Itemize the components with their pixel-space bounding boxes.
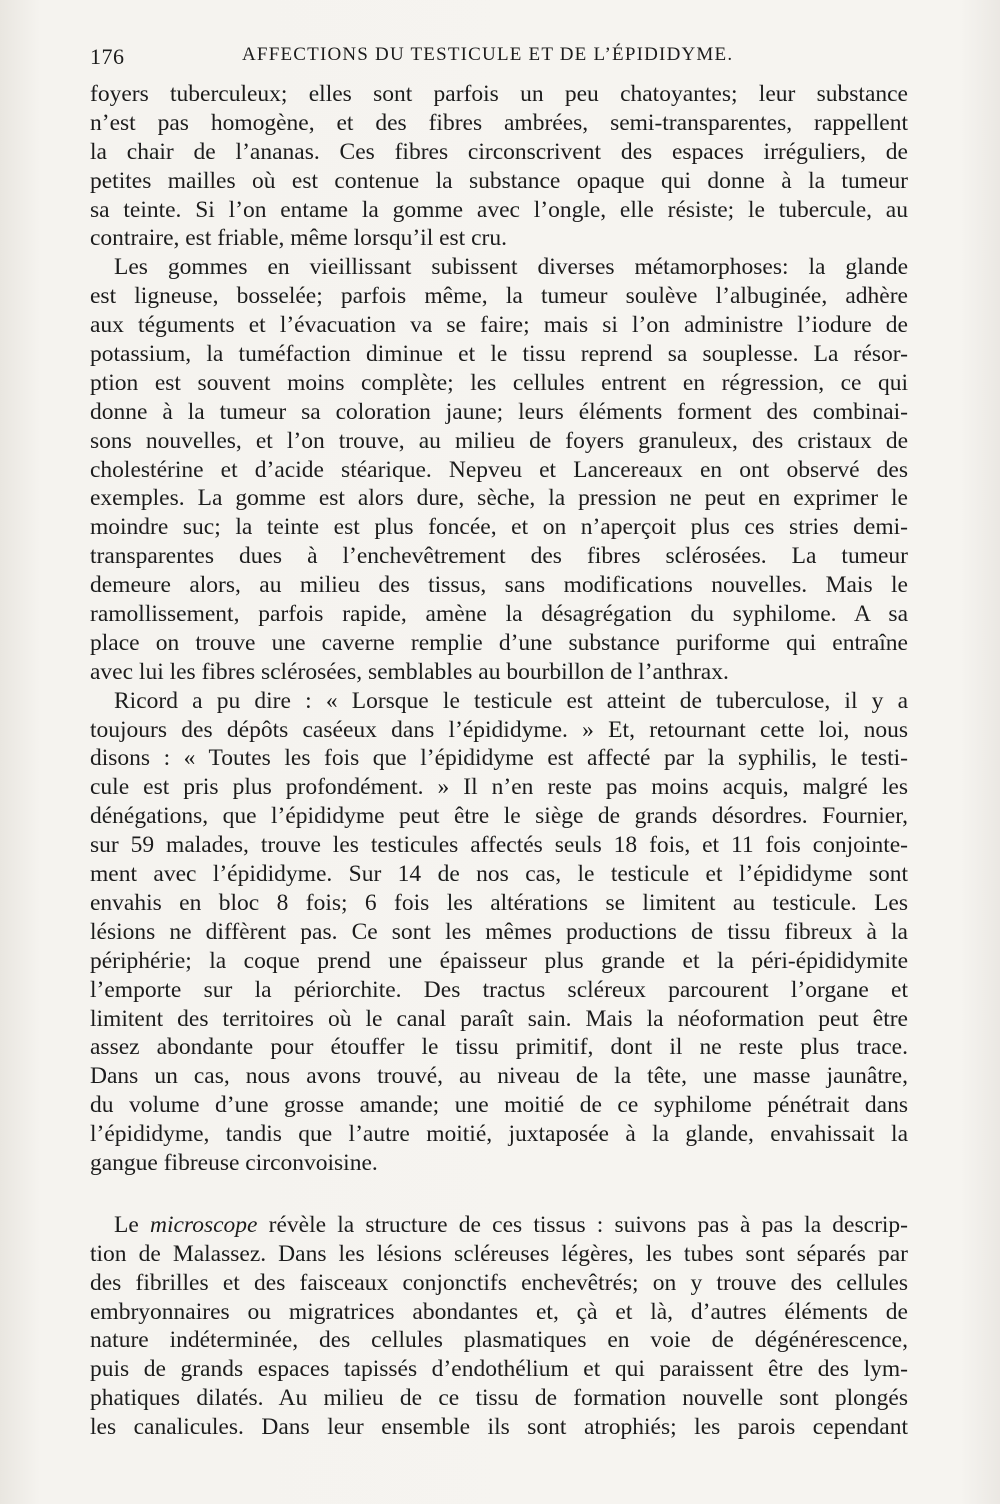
text-line: des fibrilles et des faisceaux conjonctifs enchevêtrés; on y trouve des cellules — [90, 1269, 908, 1296]
text-line: dénégations, que l’épididyme peut être le siège de grands désordres. Fournier, — [90, 803, 908, 830]
text-fragment: révèle la structure de ces tissus : suivons pas à pas la descrip- — [257, 1211, 908, 1238]
text-line: toujours des dépôts caséeux dans l’épididyme. » Et, retournant cette loi, nous — [90, 716, 908, 743]
text-line: sur 59 malades, trouve les testicules affectés seuls 18 fois, et 11 fois conjointe- — [90, 832, 908, 859]
text-line: périphérie; la coque prend une épaisseur plus grande et la péri-épididymite — [90, 947, 908, 974]
text-line: l’emporte sur la périorchite. Des tractus scléreux parcourent l’organe et — [90, 976, 908, 1003]
text-fragment: Le — [114, 1211, 150, 1238]
paragraph-spacer — [90, 1178, 908, 1211]
text-line: foyers tuberculeux; elles sont parfois un peu chatoyantes; leur substance — [90, 81, 908, 107]
text-line: envahis en bloc 8 fois; 6 fois les altérations se limitent au testicule. Les — [90, 889, 908, 916]
text-line: limitent des territoires où le canal paraît sain. Mais la néoformation peut être — [90, 1005, 908, 1032]
text-line: nature indéterminée, des cellules plasmatiques en voie de dégénérescence, — [90, 1327, 908, 1354]
text-line: contraire, est friable, même lorsqu’il est cru. — [90, 225, 507, 252]
text-line: tion de Malassez. Dans les lésions scléreuses légères, les tubes sont séparés par — [90, 1240, 908, 1267]
text-line: du volume d’une grosse amande; une moitié de ce syphilome pénétrait dans — [90, 1092, 908, 1119]
text-line: exemples. La gomme est alors dure, sèche, la pression ne peut en exprimer le — [90, 485, 908, 512]
text-line: ramollissement, parfois rapide, amène la désagrégation du syphilome. A sa — [90, 601, 908, 628]
paragraph-gummas-metamorphoses — [90, 253, 908, 686]
paragraph-ricord-epididymis — [90, 687, 908, 1178]
text-line: avec lui les fibres sclérosées, semblables au bourbillon de l’anthrax. — [90, 658, 729, 685]
text-line: lésions ne diffèrent pas. Ce sont les mêmes productions de tissu fibreux à la — [90, 918, 908, 945]
text-line: Ricord a pu dire : « Lorsque le testicule est atteint de tuberculose, il y a — [114, 687, 908, 714]
text-line: place on trouve une caverne remplie d’une substance puriforme qui entraîne — [90, 629, 908, 656]
text-line: la chair de l’ananas. Ces fibres circonscrivent des espaces irréguliers, de — [90, 138, 908, 165]
text-line: Les gommes en vieillissant subissent diverses métamorphoses: la glande — [114, 254, 908, 281]
text-line: embryonnaires ou migratrices abondantes et, çà et là, d’autres éléments de — [90, 1298, 908, 1325]
text-line: sa teinte. Si l’on entame la gomme avec l’ongle, elle résiste; le tubercule, au — [90, 196, 908, 223]
text-line: ment avec l’épididyme. Sur 14 de nos cas, le testicule et l’épididyme sont — [90, 861, 908, 888]
text-line: phatiques dilatés. Au milieu de ce tissu de formation nouvelle sont plongés — [90, 1385, 908, 1412]
text-line: cholestérine et d’acide stéarique. Nepveu et Lancereaux en ont observé des — [90, 456, 908, 483]
text-line: potassium, la tuméfaction diminue et le tissu reprend sa souplesse. La résor- — [90, 341, 908, 368]
text-line: n’est pas homogène, et des fibres ambrées, semi-transparentes, rappellent — [90, 109, 908, 136]
running-title: AFFECTIONS DU TESTICULE ET DE L’ÉPIDIDYME. — [242, 44, 734, 65]
text-line: l’épididyme, tandis que l’autre moitié, juxtaposée à la glande, envahissait la — [90, 1121, 908, 1148]
text-line: est ligneuse, bosselée; parfois même, la tumeur soulève l’albuginée, adhère — [90, 283, 908, 310]
page-header — [90, 44, 908, 80]
text-line: moindre suc; la teinte est plus foncée, et on n’aperçoit plus ces stries demi- — [90, 514, 908, 541]
text-line: ption est souvent moins complète; les cellules entrent en régression, ce qui — [90, 369, 908, 396]
text-line: aux téguments et l’évacuation va se faire; mais si l’on administre l’iodure de — [90, 312, 908, 339]
text-line: gangue fibreuse circonvoisine. — [90, 1149, 378, 1176]
text-line: sons nouvelles, et l’on trouve, au milieu de foyers granuleux, des cristaux de — [90, 427, 908, 454]
page-number: 176 — [90, 44, 125, 69]
paragraph-microscope — [90, 1211, 908, 1442]
text-line: puis de grands espaces tapissés d’endothélium et qui paraissent être des lym- — [90, 1356, 908, 1383]
text-line: Dans un cas, nous avons trouvé, au niveau de la tête, une masse jaunâtre, — [90, 1063, 908, 1090]
body-text — [90, 80, 908, 1442]
text-line: disons : « Toutes les fois que l’épididyme est affecté par la syphilis, le testi- — [90, 745, 908, 772]
emphasis-text: microscope — [149, 1211, 258, 1238]
text-line: demeure alors, au milieu des tissus, sans modifications nouvelles. Mais le — [90, 572, 908, 599]
text-line: cule est pris plus profondément. » Il n’en reste pas moins acquis, malgré les — [90, 774, 908, 801]
text-line: donne à la tumeur sa coloration jaune; leurs éléments forment des combinai- — [90, 398, 908, 425]
text-line: assez abondante pour étouffer le tissu primitif, dont il ne reste plus trace. — [90, 1034, 908, 1061]
text-line: les canalicules. Dans leur ensemble ils sont atrophiés; les parois cependant — [90, 1414, 908, 1441]
paragraph-gummas-appearance — [90, 80, 908, 253]
text-line: petites mailles où est contenue la substance opaque qui donne à la tumeur — [90, 167, 908, 194]
text-line: transparentes dues à l’enchevêtrement des fibres sclérosées. La tumeur — [90, 543, 908, 570]
text-line — [90, 1211, 908, 1240]
